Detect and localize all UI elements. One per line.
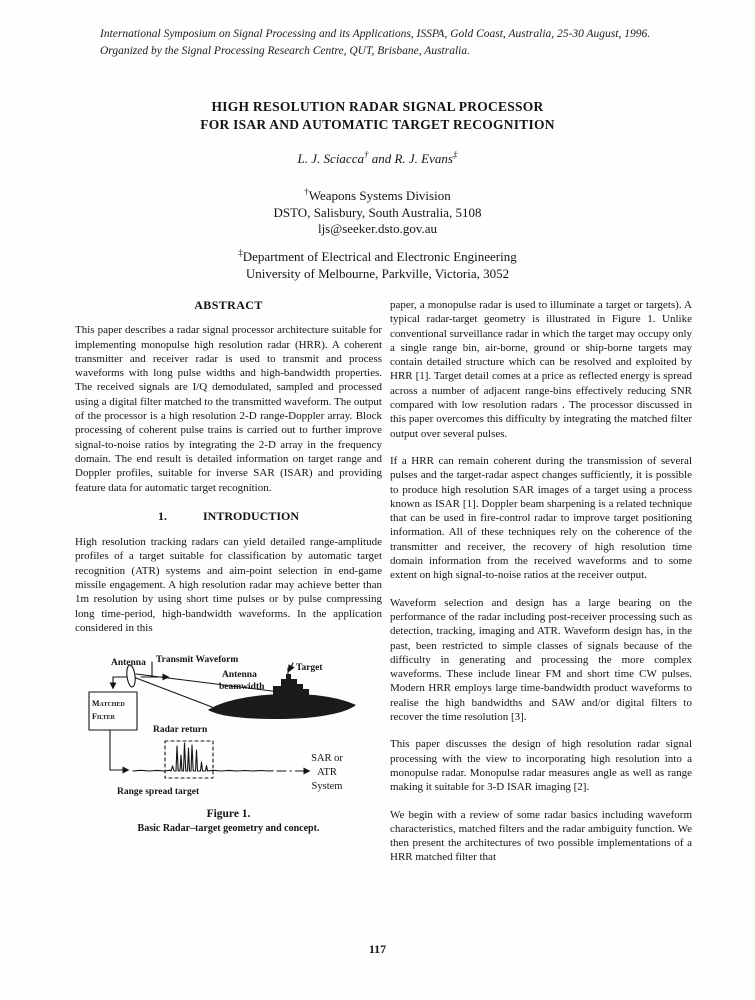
target-pointer-arrow bbox=[289, 663, 293, 671]
beamwidth-label-line2: beamwidth bbox=[219, 682, 265, 693]
antenna-to-filter-line bbox=[113, 677, 127, 688]
affiliation-1 bbox=[0, 188, 755, 238]
affiliation-2-department: ‡Department of Electrical and Electronic Engineering bbox=[238, 247, 517, 264]
affiliation-1-email: ljs@seeker.dsto.gov.au bbox=[317, 221, 438, 236]
figure-1-diagram bbox=[75, 648, 382, 800]
sar-atr-label-line1: SAR or bbox=[311, 753, 343, 765]
filter-output-line bbox=[110, 730, 128, 770]
target-label: Target bbox=[296, 663, 323, 674]
author-1: L. J. Sciacca bbox=[297, 151, 364, 166]
figure-1-caption-title: Figure 1. bbox=[206, 808, 251, 821]
antenna-label: Antenna bbox=[111, 658, 146, 669]
introduction-paragraph-2: paper, a monopulse radar is used to illuminate a target or targets). A typical radar-target geometry is illustrated in Figure 1. Unlike conventional surveillance radar in which the target may occupy only a single range bin, air-borne, ground or ship-borne targets may contain detailed structure which can be resolved and exploited by HRR [1]. Target detail comes at a price as reflected energy is spread across a number of adjacent range-bins effectively reducing SNR compared with low resolution radars . The processor discussed in this paper overcomes this difficulty by integrating the matched filter output over several pulses. bbox=[390, 299, 692, 440]
abstract-paragraph: This paper describes a radar signal processor architecture suitable for implementing monopulse high resolution radar (HRR). A coherent transmitter and receiver radar is used to transmit and process waveforms with long pulse widths and high-bandwidth properties. The received signals are I/Q demodulated, sampled and processed using a digital filter matched to the transmitted waveform. The output of the processor is a high resolution 2-D range-Doppler array. Block processing of coherent pulse trains is carried out to further improve signal-to-noise ratios by integrating the 2-D array in the frequency domain. The end result is detailed information on target range and Doppler profiles, suitable for inverse SAR (ISAR) and providing feature data for automatic target recognition. bbox=[75, 324, 382, 494]
affiliation-2-marker: ‡ bbox=[238, 247, 243, 258]
author-1-affiliation-mark: † bbox=[363, 149, 369, 160]
paper-title-line2: FOR ISAR AND AUTOMATIC TARGET RECOGNITION bbox=[200, 116, 555, 132]
introduction-paragraph-6: We begin with a review of some radar basics including waveform characteristics, matched filters and the radar ambiguity function. We then present the architectures of two possible implementations of a HRR matched filter that bbox=[390, 808, 692, 864]
introduction-paragraph-3: If a HRR can remain coherent during the transmission of several pulses and the target-radar aspect changes sufficiently, it is possible to produce high resolution SAR images of a target using a process known as ISAR [1]. Doppler beam sharpening is a related technique that can be used in fire-control radar to improve target positioning information. All of these techniques rely on the coherence of the transmitter and receiver, the recovery of high resolution time domain information from the received waveforms and to some extent on high signal-to-noise ratios at the receiver output. bbox=[390, 454, 692, 582]
conference-header bbox=[100, 26, 690, 59]
radar-return-signal-trace bbox=[133, 743, 273, 771]
section-1-number: 1. bbox=[157, 508, 167, 523]
sar-atr-label-line3: System bbox=[311, 781, 343, 793]
abstract-heading: ABSTRACT bbox=[194, 298, 263, 312]
sar-atr-label-line2: ATR bbox=[317, 767, 337, 779]
introduction-paragraph-4: Waveform selection and design has a large bearing on the performance of the radar including post-receiver processing such as detection, tracking, imaging and ATR. Waveform design has, in the past, been restricted to simple classes of signals because of the difficulty in generating and processing the more complex waveforms. These include linear FM and short time CW pulses. Modern HRR employs large time-bandwidth product waveforms to realise the high bandwidths and SAW and/or digital filters to recover the time resolution [3]. bbox=[390, 596, 692, 724]
section-1-title: INTRODUCTION bbox=[202, 508, 299, 523]
author-separator: and bbox=[368, 151, 395, 166]
matched-filter-label-line2: Filter bbox=[92, 712, 116, 722]
beamwidth-label-line1: Antenna bbox=[222, 670, 257, 681]
author-2-affiliation-mark: ‡ bbox=[452, 149, 458, 160]
section-1-heading bbox=[75, 509, 382, 523]
page-number: 117 bbox=[368, 942, 387, 956]
affiliation-2-address: University of Melbourne, Parkville, Victoria, 3052 bbox=[245, 265, 510, 281]
ship-superstructure-silhouette bbox=[273, 674, 309, 695]
paper-title bbox=[0, 98, 755, 133]
author-2: R. J. Evans bbox=[394, 151, 453, 166]
right-column bbox=[390, 298, 692, 878]
figure-1 bbox=[75, 648, 382, 835]
conference-header-line2: Organized by the Signal Processing Research Centre, QUT, Brisbane, Australia. bbox=[100, 44, 470, 57]
affiliation-1-marker: † bbox=[304, 186, 309, 197]
transmit-waveform-label: Transmit Waveform bbox=[156, 655, 239, 666]
introduction-paragraph-5: This paper discusses the design of high resolution radar signal processing with the view to incorporating high resolution into a monopulse radar. Monopulse radar measures angle as well as range making it suitable for 3-D ISAR imaging [2]. bbox=[390, 738, 692, 794]
affiliation-1-address: DSTO, Salisbury, South Australia, 5108 bbox=[273, 204, 482, 220]
range-spread-target-label: Range spread target bbox=[117, 787, 200, 798]
ship-hull-silhouette bbox=[208, 694, 356, 719]
antenna-icon bbox=[126, 665, 137, 688]
affiliation-1-division: †Weapons Systems Division bbox=[304, 186, 451, 203]
figure-1-caption bbox=[75, 808, 382, 835]
matched-filter-label-line1: Matched bbox=[92, 699, 125, 709]
paper-title-line1: HIGH RESOLUTION RADAR SIGNAL PROCESSOR bbox=[211, 99, 544, 114]
matched-filter-box bbox=[89, 692, 137, 730]
figure-1-caption-text: Basic Radar–target geometry and concept. bbox=[137, 822, 320, 834]
left-column bbox=[75, 298, 382, 835]
radar-return-label: Radar return bbox=[153, 725, 208, 736]
author-line bbox=[0, 151, 755, 167]
conference-header-line1: International Symposium on Signal Processing and its Applications, ISSPA, Gold Coast, Australia, 25-30 August, 1996. bbox=[100, 28, 651, 40]
introduction-paragraph-1: High resolution tracking radars can yield detailed range-amplitude profiles of a target suitable for classification by automatic target recognition (ATR) systems and aim-point selection in end-game missile engagement. A high resolution radar may achieve better than 1m resolution by using short time pulses or by pulse compressing long time-period, high-bandwidth waveforms. In the application considered in this bbox=[75, 536, 382, 634]
affiliation-2 bbox=[0, 249, 755, 282]
